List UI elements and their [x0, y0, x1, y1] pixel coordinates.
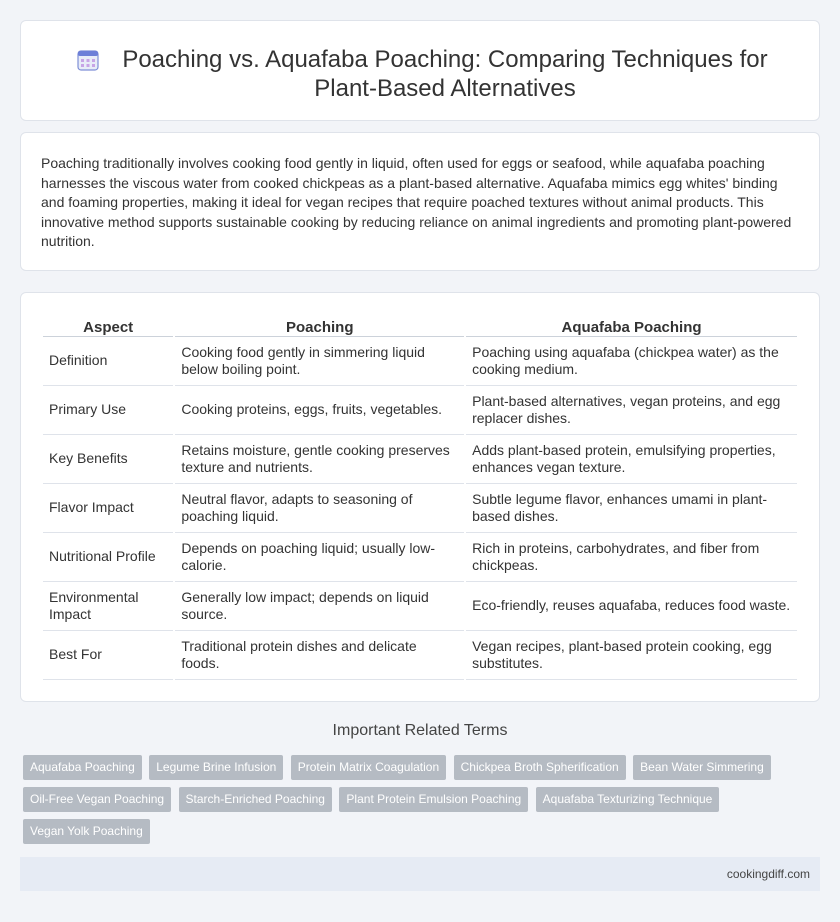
aquafaba-cell: Subtle legume flavor, enhances umami in plant-based dishes. — [466, 484, 797, 533]
header-aspect: Aspect — [43, 315, 173, 337]
poaching-cell: Traditional protein dishes and delicate foods. — [175, 631, 464, 680]
header-poaching: Poaching — [175, 315, 464, 337]
related-term-tag[interactable]: Aquafaba Texturizing Technique — [536, 787, 720, 812]
poaching-cell: Depends on poaching liquid; usually low-calorie. — [175, 533, 464, 582]
related-term-tag[interactable]: Chickpea Broth Spherification — [454, 755, 626, 780]
related-term-tag[interactable]: Oil-Free Vegan Poaching — [23, 787, 171, 812]
aquafaba-cell: Plant-based alternatives, vegan proteins, and egg replacer dishes. — [466, 386, 797, 435]
related-term-tag[interactable]: Plant Protein Emulsion Poaching — [339, 787, 528, 812]
related-term-tag[interactable]: Aquafaba Poaching — [23, 755, 142, 780]
table-row — [43, 484, 797, 533]
aquafaba-cell: Poaching using aquafaba (chickpea water) as the cooking medium. — [466, 337, 797, 386]
header-aquafaba-poaching: Aquafaba Poaching — [466, 315, 797, 337]
footer-site-link[interactable]: cookingdiff.com — [726, 867, 810, 881]
table-row — [43, 533, 797, 582]
table-row — [43, 435, 797, 484]
table-row — [43, 386, 797, 435]
intro-text: Poaching traditionally involves cooking food gently in liquid, often used for eggs or seafood, while aquafaba poaching harnesses the viscous water from cooked chickpeas as a plant-based alternative. Aquafaba mimics egg whites' binding and foaming properties, making it ideal for vegan recipes that require poached textures without animal products. This innovative method supports sustainable cooking by reducing reliance on animal ingredients and promoting plant-powered nutrition. — [41, 155, 792, 249]
poaching-cell: Retains moisture, gentle cooking preserves texture and nutrients. — [175, 435, 464, 484]
poaching-cell: Cooking food gently in simmering liquid below boiling point. — [175, 337, 464, 386]
aquafaba-cell: Rich in proteins, carbohydrates, and fiber from chickpeas. — [466, 533, 797, 582]
intro-card — [20, 132, 820, 271]
poaching-cell: Cooking proteins, eggs, fruits, vegetables. — [175, 386, 464, 435]
footer-bar — [20, 857, 820, 891]
poaching-cell: Generally low impact; depends on liquid source. — [175, 582, 464, 631]
aspect-cell: Key Benefits — [43, 435, 173, 484]
related-terms-title: Important Related Terms — [332, 722, 508, 739]
aspect-cell: Nutritional Profile — [43, 533, 173, 582]
aspect-cell: Primary Use — [43, 386, 173, 435]
aspect-cell: Definition — [43, 337, 173, 386]
related-term-tag[interactable]: Protein Matrix Coagulation — [291, 755, 446, 780]
related-term-tag[interactable]: Vegan Yolk Poaching — [23, 819, 150, 844]
related-term-tag[interactable]: Starch-Enriched Poaching — [179, 787, 332, 812]
aquafaba-cell: Vegan recipes, plant-based protein cooking, egg substitutes. — [466, 631, 797, 680]
header-card — [20, 20, 820, 121]
title-wrap — [21, 45, 821, 103]
aspect-cell: Flavor Impact — [43, 484, 173, 533]
related-terms-list — [23, 755, 803, 851]
comparison-table-card — [20, 292, 820, 702]
calendar-icon — [76, 48, 100, 72]
poaching-cell: Neutral flavor, adapts to seasoning of poaching liquid. — [175, 484, 464, 533]
aspect-cell: Environmental Impact — [43, 582, 173, 631]
table-row — [43, 631, 797, 680]
page-title: Poaching vs. Aquafaba Poaching: Comparing Techniques for Plant-Based Alternatives — [122, 46, 768, 102]
aquafaba-cell: Adds plant-based protein, emulsifying properties, enhances vegan texture. — [466, 435, 797, 484]
aquafaba-cell: Eco-friendly, reuses aquafaba, reduces food waste. — [466, 582, 797, 631]
aspect-cell: Best For — [43, 631, 173, 680]
table-row — [43, 582, 797, 631]
table-header-row — [43, 315, 797, 337]
related-term-tag[interactable]: Bean Water Simmering — [633, 755, 771, 780]
comparison-table — [41, 315, 799, 680]
table-row — [43, 337, 797, 386]
related-term-tag[interactable]: Legume Brine Infusion — [149, 755, 283, 780]
